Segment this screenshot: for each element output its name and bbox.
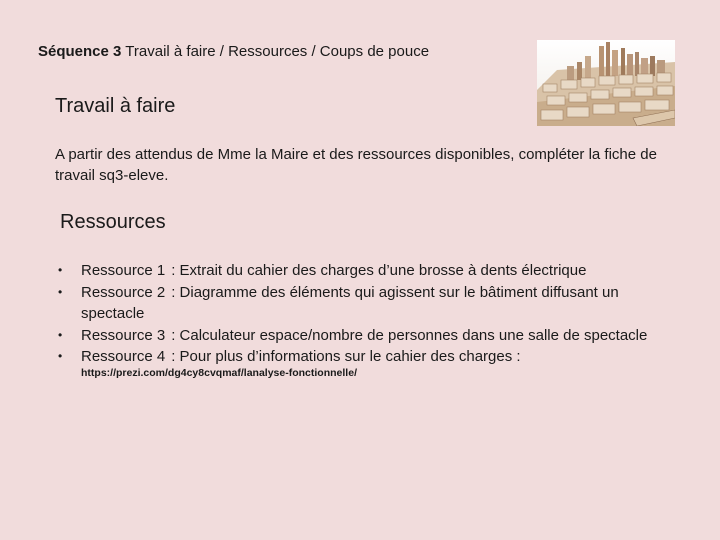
resource-name: Ressource 1 (81, 262, 166, 279)
city-model-image (537, 40, 675, 126)
resource-name: Ressource 4 (81, 348, 166, 365)
resource-description: : Pour plus d’informations sur le cahier des charges : (171, 348, 521, 365)
resource-description: : Calculateur espace/nombre de personnes dans une salle de spectacle (171, 326, 648, 344)
prezi-link[interactable]: https://prezi.com/dg4cy8cvqmaf/lanalyse-fonctionnelle/ (81, 367, 357, 379)
resource-description-continuation: spectacle (81, 305, 145, 322)
bullet-icon: • (58, 263, 63, 277)
list-item (58, 346, 698, 368)
bullet-icon: • (58, 349, 63, 363)
bullet-icon: • (58, 284, 63, 299)
ressources-title: Ressources (60, 211, 166, 233)
travail-text: A partir des attendus de Mme la Maire et des ressources disponibles, compléter la fiche de travail sq3-eleve. (55, 146, 657, 184)
list-item (58, 260, 698, 282)
resource-list (58, 260, 698, 368)
resource-description: : Extrait du cahier des charges d’une brosse à dents électrique (171, 262, 587, 279)
slide-header (38, 43, 429, 60)
bullet-icon: • (58, 327, 63, 342)
list-item (58, 325, 698, 347)
resource-description: : Diagramme des éléments qui agissent sur le bâtiment diffusant un (171, 283, 619, 301)
resource-name: Ressource 2 (81, 283, 166, 301)
header-subtitle: Travail à faire / Ressources / Coups de pouce (125, 43, 430, 60)
city-model-illustration (537, 40, 675, 126)
sequence-label: Séquence 3 (38, 43, 122, 60)
list-item (58, 282, 698, 304)
resource-name: Ressource 3 (81, 326, 166, 344)
travail-title: Travail à faire (55, 95, 176, 117)
